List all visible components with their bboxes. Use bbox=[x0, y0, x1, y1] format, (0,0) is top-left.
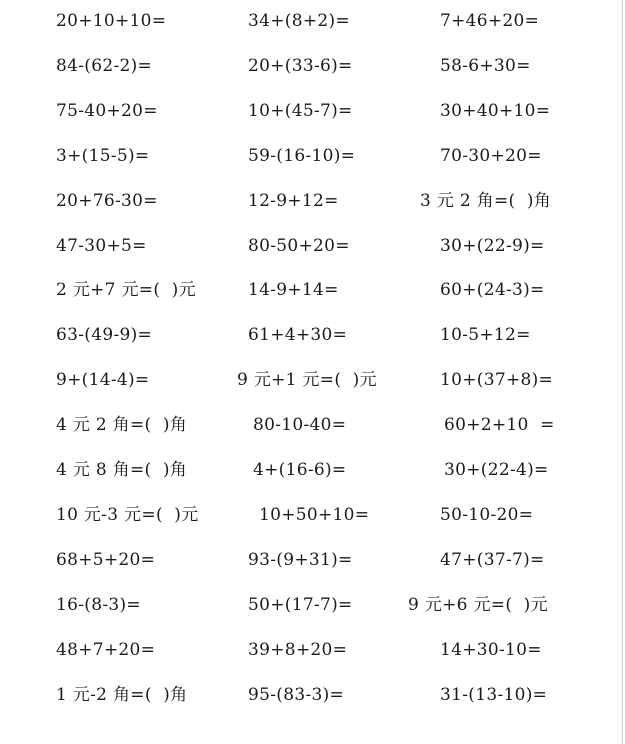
problem-14-1: 16-(8-3)= bbox=[56, 595, 141, 615]
problem-13-3: 47+(37-7)= bbox=[440, 550, 545, 570]
problem-8-3: 10-5+12= bbox=[440, 325, 531, 345]
problem-8-2: 61+4+30= bbox=[248, 325, 348, 345]
problem-1-2: 34+(8+2)= bbox=[248, 11, 350, 31]
problem-5-3: 3 元 2 角=( )角 bbox=[420, 191, 552, 211]
problem-16-3: 31-(13-10)= bbox=[440, 685, 548, 705]
problem-13-2: 93-(9+31)= bbox=[248, 550, 353, 570]
problem-13-1: 68+5+20= bbox=[56, 550, 156, 570]
problem-5-1: 20+76-30= bbox=[56, 191, 158, 211]
problem-11-1: 4 元 8 角=( )角 bbox=[56, 460, 188, 480]
problem-4-3: 70-30+20= bbox=[440, 146, 542, 166]
problem-4-1: 3+(15-5)= bbox=[56, 146, 150, 166]
problem-6-1: 47-30+5= bbox=[56, 236, 147, 256]
problem-11-3: 30+(22-4)= bbox=[444, 460, 549, 480]
problem-3-2: 10+(45-7)= bbox=[248, 101, 353, 121]
problem-16-1: 1 元-2 角=( )角 bbox=[56, 685, 188, 705]
problem-5-2: 12-9+12= bbox=[248, 191, 339, 211]
problem-11-2: 4+(16-6)= bbox=[253, 460, 347, 480]
problem-7-2: 14-9+14= bbox=[248, 280, 339, 300]
problem-9-3: 10+(37+8)= bbox=[440, 370, 554, 390]
problem-2-1: 84-(62-2)= bbox=[56, 56, 153, 76]
problem-6-3: 30+(22-9)= bbox=[440, 236, 545, 256]
problem-12-1: 10 元-3 元=( )元 bbox=[56, 505, 199, 525]
problem-6-2: 80-50+20= bbox=[248, 236, 350, 256]
problem-7-3: 60+(24-3)= bbox=[440, 280, 545, 300]
problem-15-1: 48+7+20= bbox=[56, 640, 156, 660]
problem-14-3: 9 元+6 元=( )元 bbox=[408, 595, 548, 615]
problem-8-1: 63-(49-9)= bbox=[56, 325, 153, 345]
problem-7-1: 2 元+7 元=( )元 bbox=[56, 280, 196, 300]
problem-10-2: 80-10-40= bbox=[253, 415, 347, 435]
problem-15-3: 14+30-10= bbox=[440, 640, 542, 660]
problem-9-2: 9 元+1 元=( )元 bbox=[237, 370, 377, 390]
problem-1-1: 20+10+10= bbox=[56, 11, 167, 31]
problem-1-3: 7+46+20= bbox=[440, 11, 540, 31]
problem-14-2: 50+(17-7)= bbox=[248, 595, 353, 615]
problem-3-3: 30+40+10= bbox=[440, 101, 551, 121]
problem-2-3: 58-6+30= bbox=[440, 56, 531, 76]
problem-2-2: 20+(33-6)= bbox=[248, 56, 353, 76]
problem-15-2: 39+8+20= bbox=[248, 640, 348, 660]
problem-9-1: 9+(14-4)= bbox=[56, 370, 150, 390]
problem-16-2: 95-(83-3)= bbox=[248, 685, 345, 705]
problem-3-1: 75-40+20= bbox=[56, 101, 158, 121]
problem-10-3: 60+2+10 = bbox=[444, 415, 555, 435]
problem-12-3: 50-10-20= bbox=[440, 505, 534, 525]
problem-4-2: 59-(16-10)= bbox=[248, 146, 356, 166]
problem-10-1: 4 元 2 角=( )角 bbox=[56, 415, 188, 435]
page-border bbox=[622, 0, 623, 744]
problem-12-2: 10+50+10= bbox=[259, 505, 370, 525]
